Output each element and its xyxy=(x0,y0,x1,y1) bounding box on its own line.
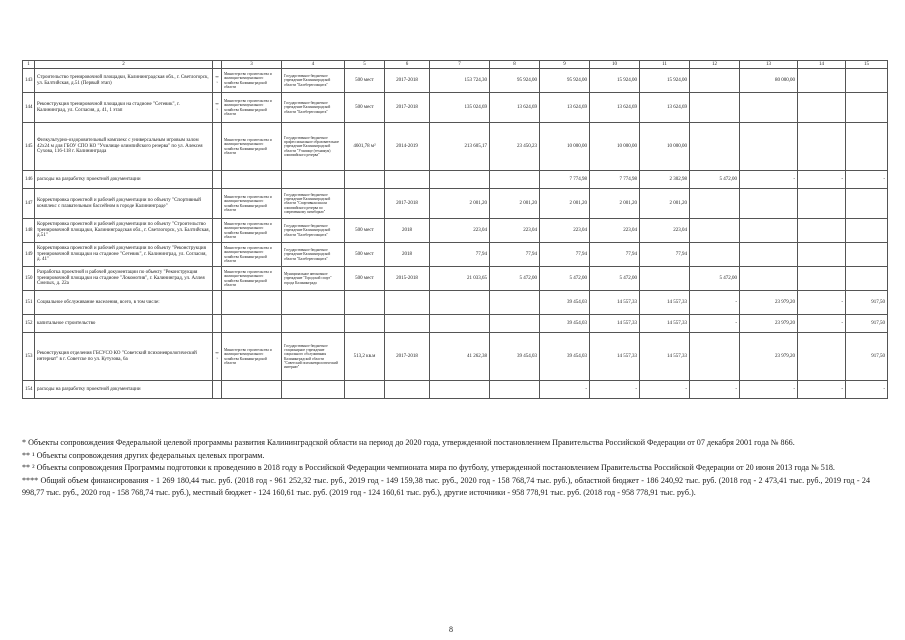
cell-developer: Государственное бюджетное профессиональное образовательное учреждение Калининградской области "Училище (техникум) олимпийского резерва" xyxy=(282,123,345,171)
table-row xyxy=(23,189,888,219)
cell-c12 xyxy=(690,243,740,267)
cell-mark xyxy=(213,243,222,267)
cell-c11: 14 557,33 xyxy=(640,333,690,381)
cell-mark xyxy=(213,267,222,291)
cell-c7 xyxy=(430,171,490,189)
cell-c11: 223,04 xyxy=(640,219,690,243)
cell-developer: Государственное бюджетное учреждение Калининградской области "Балтберегозащита" xyxy=(282,69,345,93)
cell-developer: Государственное бюджетное учреждение Калининградской области "Спортивная школа олимпийского резерва по современному пятиборью" xyxy=(282,189,345,219)
header-cell: 2 xyxy=(35,61,213,69)
cell-period: 2017-2018 xyxy=(385,69,430,93)
cell-capacity: 513,2 кв.м xyxy=(345,333,385,381)
cell-c13 xyxy=(740,243,798,267)
cell-customer: Министерство строительства и жилищно-коммунального хозяйства Калининградской области xyxy=(222,189,282,219)
cell-period xyxy=(385,171,430,189)
cell-name: Разработка проектной и рабочей документации по объекту "Реконструкция тренировочной площадки на стадионе "Локомотив", г. Калининград, ул. Аллея Смелых, д. 22а xyxy=(35,267,213,291)
header-cell: 12 xyxy=(690,61,740,69)
table-row xyxy=(23,243,888,267)
table-row xyxy=(23,381,888,399)
cell-c7: 21 033,65 xyxy=(430,267,490,291)
cell-c9: 2 001,20 xyxy=(540,189,590,219)
cell-mark: ** ³ xyxy=(213,93,222,123)
cell-developer xyxy=(282,315,345,333)
cell-c13: 80 000,00 xyxy=(740,69,798,93)
cell-capacity: 4601,78 м² xyxy=(345,123,385,171)
cell-c10: 5 472,00 xyxy=(590,267,640,291)
cell-c7 xyxy=(430,381,490,399)
cell-customer: Министерство строительства и жилищно-коммунального хозяйства Калининградской области xyxy=(222,123,282,171)
cell-period: 2017-2018 xyxy=(385,93,430,123)
cell-c13: 23 979,20 xyxy=(740,333,798,381)
cell-capacity xyxy=(345,315,385,333)
table-row xyxy=(23,267,888,291)
cell-c7: 213 605,17 xyxy=(430,123,490,171)
cell-c10: 14 557,33 xyxy=(590,291,640,315)
cell-c15 xyxy=(846,93,888,123)
cell-c10: 14 557,33 xyxy=(590,315,640,333)
cell-c15 xyxy=(846,69,888,93)
cell-c9: 39 454,03 xyxy=(540,291,590,315)
cell-c11: 14 557,33 xyxy=(640,315,690,333)
cell-name: Корректировка проектной и рабочей документации по объекту "Спортивный комплекс с плавательным бассейном в городе Калининграде" xyxy=(35,189,213,219)
cell-c7: 41 262,38 xyxy=(430,333,490,381)
cell-mark xyxy=(213,381,222,399)
cell-customer xyxy=(222,171,282,189)
document-page xyxy=(22,60,885,399)
cell-period: 2014-2019 xyxy=(385,123,430,171)
cell-n: 151 xyxy=(23,291,35,315)
cell-n: 152 xyxy=(23,315,35,333)
page-number: 8 xyxy=(449,625,453,634)
cell-c8: 5 472,00 xyxy=(490,267,540,291)
table-row xyxy=(23,123,888,171)
cell-developer: Государственное бюджетное стационарное учреждение социального обслуживания Калининградской области "Советский психоневрологический интернат" xyxy=(282,333,345,381)
cell-c7: 77,94 xyxy=(430,243,490,267)
cell-capacity xyxy=(345,189,385,219)
cell-n: 154 xyxy=(23,381,35,399)
footnote-3: ** ² Объекты сопровождения Программы подготовки к проведению в 2018 году в Российской Федерации чемпионата мира по футболу, утвержденной постановлением Правительства Российской Федерации от 20 июня 2013 года № 518. xyxy=(22,463,835,473)
cell-c11: 2 001,20 xyxy=(640,189,690,219)
cell-c13 xyxy=(740,189,798,219)
cell-c12: 5 472,00 xyxy=(690,267,740,291)
cell-c15 xyxy=(846,267,888,291)
cell-period xyxy=(385,381,430,399)
footnote-4: **** Общий объем финансирования - 1 269 180,44 тыс. руб. (2018 год - 961 252,32 тыс. руб., 2019 год - 149 159,38 тыс. руб., 2020 год - 158 768,74 тыс. руб.), областной бюджет - 186 240,92 тыс. руб. (2018 год - 2 473,41 тыс. руб., 2019 год - 24 998,77 тыс. руб., 2020 год - 158 768,74 тыс. руб.), местный бюджет - 124 160,61 тыс. руб. (2019 год - 124 160,61 тыс. руб.), другие источники - 958 778,91 тыс. руб. (2018 год - 958 778,91 тыс. руб.). xyxy=(22,475,870,498)
cell-c12 xyxy=(690,219,740,243)
cell-c12 xyxy=(690,123,740,171)
cell-c10: 77,94 xyxy=(590,243,640,267)
cell-c15 xyxy=(846,123,888,171)
cell-c11: 13 624,69 xyxy=(640,93,690,123)
cell-customer xyxy=(222,381,282,399)
cell-developer xyxy=(282,171,345,189)
cell-n: 147 xyxy=(23,189,35,219)
header-cell: 7 xyxy=(430,61,490,69)
cell-c9: 7 774,98 xyxy=(540,171,590,189)
table-row xyxy=(23,93,888,123)
cell-mark xyxy=(213,315,222,333)
header-cell: 3 xyxy=(222,61,282,69)
table-row xyxy=(23,291,888,315)
cell-capacity: 500 мест xyxy=(345,69,385,93)
cell-developer: Муниципальное автономное учреждение "Городской спорт" города Калининграда xyxy=(282,267,345,291)
cell-c9: 13 624,69 xyxy=(540,93,590,123)
cell-period: 2015-2018 xyxy=(385,267,430,291)
cell-c14: - xyxy=(798,171,846,189)
header-cell: 5 xyxy=(345,61,385,69)
cell-c10: 13 624,69 xyxy=(590,93,640,123)
cell-c14: - xyxy=(798,315,846,333)
cell-c13 xyxy=(740,219,798,243)
cell-c14 xyxy=(798,267,846,291)
cell-developer: Государственное бюджетное учреждение Калининградской области "Балтберегозащита" xyxy=(282,219,345,243)
cell-c13 xyxy=(740,93,798,123)
cell-c9: - xyxy=(540,381,590,399)
cell-c9: 95 924,00 xyxy=(540,69,590,93)
cell-developer xyxy=(282,381,345,399)
cell-customer: Министерство строительства и жилищно-коммунального хозяйства Калининградской области xyxy=(222,333,282,381)
cell-n: 150 xyxy=(23,267,35,291)
cell-c7: 153 724,30 xyxy=(430,69,490,93)
table-row xyxy=(23,219,888,243)
cell-c7: 223,04 xyxy=(430,219,490,243)
cell-c8 xyxy=(490,291,540,315)
cell-c15: 917,50 xyxy=(846,333,888,381)
cell-c8: 23 450,23 xyxy=(490,123,540,171)
cell-mark xyxy=(213,189,222,219)
cell-c13 xyxy=(740,267,798,291)
cell-c7: 135 024,69 xyxy=(430,93,490,123)
cell-c8: 39 454,03 xyxy=(490,333,540,381)
cell-c13: - xyxy=(740,381,798,399)
cell-customer: Министерство строительства и жилищно-коммунального хозяйства Калининградской области xyxy=(222,69,282,93)
cell-period xyxy=(385,291,430,315)
header-cell: 13 xyxy=(740,61,798,69)
cell-customer: Министерство строительства и жилищно-коммунального хозяйства Калининградской области xyxy=(222,267,282,291)
cell-c8: 223,04 xyxy=(490,219,540,243)
cell-c7 xyxy=(430,315,490,333)
cell-name: Социальное обслуживание населения, всего, в том числе: xyxy=(35,291,213,315)
cell-c10: 10 000,00 xyxy=(590,123,640,171)
cell-c11: - xyxy=(640,381,690,399)
cell-mark xyxy=(213,171,222,189)
header-cell: 10 xyxy=(590,61,640,69)
cell-name: Реконструкция отделения ГБСУСО КО "Советский психоневрологический интернат" в г. Советске по ул. Кутузова, 6а xyxy=(35,333,213,381)
cell-mark xyxy=(213,219,222,243)
cell-c8 xyxy=(490,171,540,189)
cell-c8: 13 624,69 xyxy=(490,93,540,123)
cell-name: расходы на разработку проектной документации xyxy=(35,381,213,399)
cell-c8: 2 001,20 xyxy=(490,189,540,219)
cell-name: расходы на разработку проектной документации xyxy=(35,171,213,189)
cell-c11: 14 557,33 xyxy=(640,291,690,315)
cell-c14 xyxy=(798,69,846,93)
cell-c11 xyxy=(640,267,690,291)
header-cell: 14 xyxy=(798,61,846,69)
cell-n: 149 xyxy=(23,243,35,267)
cell-mark: ** ³ xyxy=(213,333,222,381)
cell-period xyxy=(385,315,430,333)
cell-c11: 15 924,00 xyxy=(640,69,690,93)
cell-customer xyxy=(222,291,282,315)
cell-period: 2017-2018 xyxy=(385,333,430,381)
header-cell: 6 xyxy=(385,61,430,69)
cell-period: 2018 xyxy=(385,219,430,243)
cell-c8 xyxy=(490,315,540,333)
header-cell xyxy=(213,61,222,69)
cell-n: 145 xyxy=(23,123,35,171)
cell-c15: 917,50 xyxy=(846,291,888,315)
cell-customer: Министерство строительства и жилищно-коммунального хозяйства Калининградской области xyxy=(222,243,282,267)
cell-c14 xyxy=(798,243,846,267)
table-row xyxy=(23,69,888,93)
cell-c15 xyxy=(846,219,888,243)
cell-c9: 223,04 xyxy=(540,219,590,243)
cell-n: 144 xyxy=(23,93,35,123)
cell-mark xyxy=(213,123,222,171)
cell-capacity xyxy=(345,291,385,315)
cell-n: 146 xyxy=(23,171,35,189)
cell-c13: - xyxy=(740,171,798,189)
cell-developer xyxy=(282,291,345,315)
cell-c10: 15 924,00 xyxy=(590,69,640,93)
cell-c10: - xyxy=(590,381,640,399)
footnote-2: ** ¹ Объекты сопровождения других федеральных целевых программ. xyxy=(22,450,265,460)
table-body xyxy=(23,61,888,399)
cell-period: 2017-2018 xyxy=(385,189,430,219)
cell-c12: - xyxy=(690,315,740,333)
header-cell: 15 xyxy=(846,61,888,69)
cell-customer xyxy=(222,315,282,333)
cell-c11: 10 000,00 xyxy=(640,123,690,171)
cell-c7 xyxy=(430,291,490,315)
cell-c13: 23 979,20 xyxy=(740,315,798,333)
cell-capacity xyxy=(345,171,385,189)
cell-name: Строительство тренировочной площадки, Калининградская обл., г. Светлогорск, ул. Балтийская, д.51 (Первый этап) xyxy=(35,69,213,93)
cell-name: капитальное строительство xyxy=(35,315,213,333)
cell-name: Реконструкция тренировочной площадки на стадионе "Сетевик", г. Калининград, ул. Согласия, д. 41, 1 этап xyxy=(35,93,213,123)
cell-c14 xyxy=(798,93,846,123)
cell-capacity: 500 мест xyxy=(345,267,385,291)
cell-c11: 2 302,98 xyxy=(640,171,690,189)
cell-c10: 223,04 xyxy=(590,219,640,243)
table-row xyxy=(23,315,888,333)
cell-c10: 14 557,33 xyxy=(590,333,640,381)
footnotes xyxy=(22,437,870,500)
cell-c15: 917,50 xyxy=(846,315,888,333)
cell-n: 148 xyxy=(23,219,35,243)
cell-c9: 5 472,00 xyxy=(540,267,590,291)
header-cell: 8 xyxy=(490,61,540,69)
cell-c15 xyxy=(846,243,888,267)
cell-c10: 7 774,98 xyxy=(590,171,640,189)
cell-c12 xyxy=(690,93,740,123)
cell-c12: 5 472,00 xyxy=(690,171,740,189)
cell-capacity: 500 мест xyxy=(345,93,385,123)
cell-capacity: 500 мест xyxy=(345,219,385,243)
cell-c12 xyxy=(690,69,740,93)
cell-n: 153 xyxy=(23,333,35,381)
header-cell: 1 xyxy=(23,61,35,69)
cell-c9: 10 000,00 xyxy=(540,123,590,171)
cell-c9: 39 454,03 xyxy=(540,315,590,333)
cell-name: Физкультурно-оздоровительный комплекс с универсальным игровым залом 42х24 м для ГБОУ СПО КО "Училище олимпийского резерва" по ул. Алексея Сухова, 116-118 г. Калининграда xyxy=(35,123,213,171)
cell-c8 xyxy=(490,381,540,399)
cell-c11: 77,94 xyxy=(640,243,690,267)
cell-c15: - xyxy=(846,171,888,189)
cell-capacity xyxy=(345,381,385,399)
cell-c14 xyxy=(798,123,846,171)
cell-customer: Министерство строительства и жилищно-коммунального хозяйства Калининградской области xyxy=(222,219,282,243)
cell-developer: Государственное бюджетное учреждение Калининградской области "Балтберегозащита" xyxy=(282,93,345,123)
cell-c14: - xyxy=(798,291,846,315)
cell-period: 2018 xyxy=(385,243,430,267)
header-cell: 4 xyxy=(282,61,345,69)
cell-c13: 23 979,20 xyxy=(740,291,798,315)
cell-c8: 77,94 xyxy=(490,243,540,267)
cell-capacity: 500 мест xyxy=(345,243,385,267)
cell-c12 xyxy=(690,333,740,381)
cell-c9: 77,94 xyxy=(540,243,590,267)
cell-c14: - xyxy=(798,381,846,399)
cell-c15 xyxy=(846,189,888,219)
cell-c10: 2 001,20 xyxy=(590,189,640,219)
cell-c12 xyxy=(690,189,740,219)
cell-c13 xyxy=(740,123,798,171)
cell-name: Корректировка проектной и рабочей документации по объекту "Реконструкция тренировочной площадки на стадионе "Сетевик", г. Калининград, ул. Согласия, д. 41" xyxy=(35,243,213,267)
cell-name: Корректировка проектной и рабочей документации по объекту "Строительство тренировочной площадки, Калининградская обл., г. Светлогорск, ул. Балтийская, д.51" xyxy=(35,219,213,243)
header-cell: 9 xyxy=(540,61,590,69)
cell-c8: 95 924,00 xyxy=(490,69,540,93)
cell-c14 xyxy=(798,189,846,219)
cell-n: 143 xyxy=(23,69,35,93)
cell-c9: 39 454,03 xyxy=(540,333,590,381)
cell-c7: 2 001,20 xyxy=(430,189,490,219)
cell-c15: - xyxy=(846,381,888,399)
cell-developer: Государственное бюджетное учреждение Калининградской области "Балтберегозащита" xyxy=(282,243,345,267)
header-number-row xyxy=(23,61,888,69)
cell-c14 xyxy=(798,333,846,381)
footnote-1: * Объекты сопровождения Федеральной целевой программы развития Калининградской области на период до 2020 года, утвержденной постановлением Правительства Российской Федерации от 07 декабря 2001 года № 866. xyxy=(22,438,795,447)
program-table xyxy=(22,60,888,399)
cell-c12: - xyxy=(690,291,740,315)
cell-mark xyxy=(213,291,222,315)
cell-c14 xyxy=(798,219,846,243)
cell-c12: - xyxy=(690,381,740,399)
table-row xyxy=(23,171,888,189)
cell-customer: Министерство строительства и жилищно-коммунального хозяйства Калининградской области xyxy=(222,93,282,123)
header-cell: 11 xyxy=(640,61,690,69)
cell-mark: ** ³ xyxy=(213,69,222,93)
table-row xyxy=(23,333,888,381)
